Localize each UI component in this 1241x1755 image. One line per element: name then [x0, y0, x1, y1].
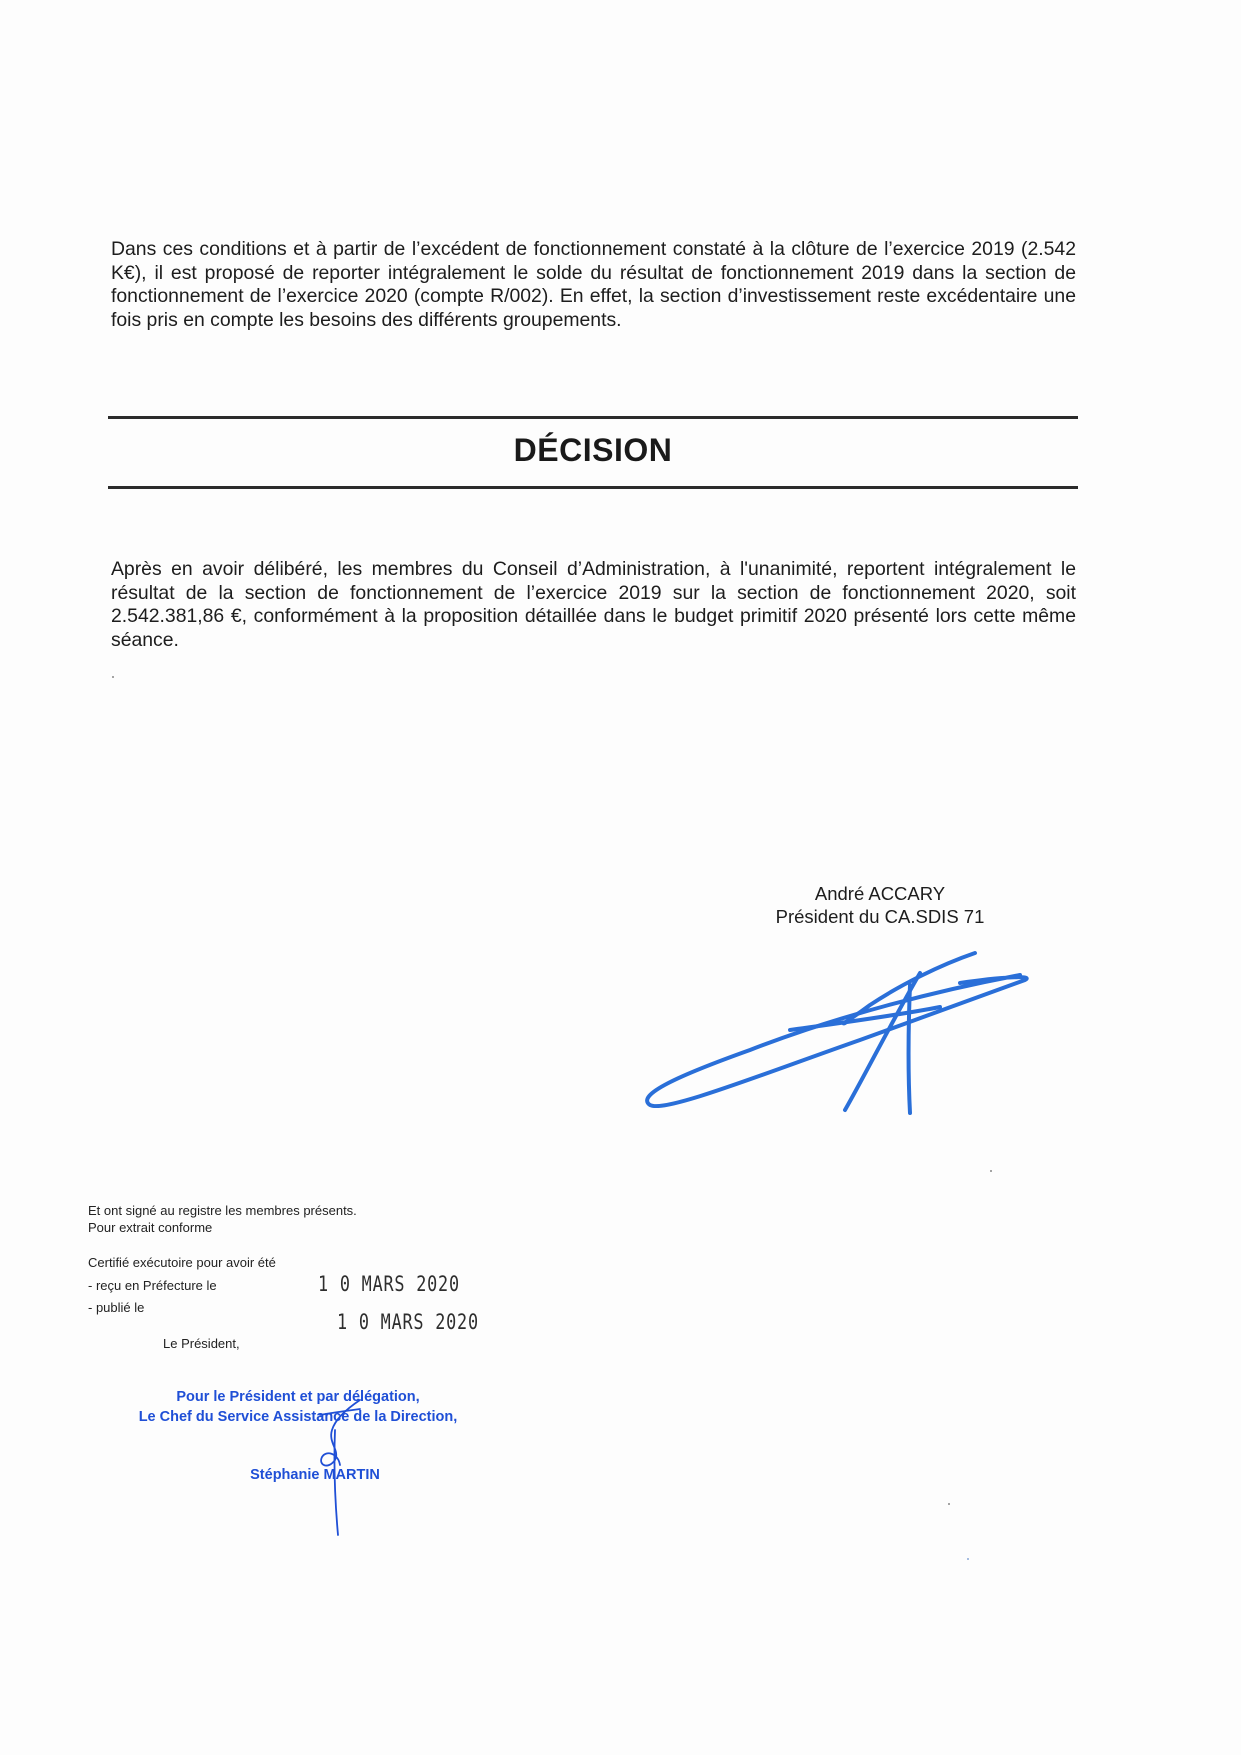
signatory-title: Président du CA.SDIS 71	[775, 906, 985, 927]
scan-speck	[967, 1558, 969, 1560]
president-signature	[640, 945, 1040, 1125]
scan-speck	[948, 1503, 950, 1505]
certification-line-1: Et ont signé au registre les membres présents.	[88, 1203, 357, 1218]
received-label: - reçu en Préfecture le	[88, 1278, 217, 1293]
certification-line-3: Certifié exécutoire pour avoir été	[88, 1255, 276, 1270]
delegation-line-2: Le Chef du Service Assistance de la Direction,	[138, 1409, 458, 1425]
heading-top-rule	[108, 416, 1078, 419]
published-label: - publié le	[88, 1300, 145, 1315]
decision-paragraph: Après en avoir délibéré, les membres du Conseil d’Administration, à l'unanimité, reportent intégralement le résultat de la section de fonctionnement de l’exercice 2019 sur la section de fonctionnement 2020, soit 2.542.381,86 €, conformément à la proposition détaillée dans le budget primitif 2020 présenté lors cette même séance.	[111, 558, 1076, 651]
certification-line-2: Pour extrait conforme	[88, 1220, 213, 1235]
decision-heading: DÉCISION	[513, 432, 673, 468]
president-label: Le Président,	[163, 1336, 240, 1351]
scan-speck	[112, 676, 114, 678]
heading-bottom-rule	[108, 486, 1078, 489]
intro-paragraph: Dans ces conditions et à partir de l’excédent de fonctionnement constaté à la clôture de l’exercice 2019 (2.542 K€), il est proposé de reporter intégralement le solde du résultat de fonctionnement 2019 dans la section de fonctionnement de l’exercice 2020 (compte R/002). En effet, la section d’investissement reste excédentaire une fois pris en compte les besoins des différents groupements.	[111, 238, 1076, 331]
delegate-name: Stéphanie MARTIN	[250, 1467, 380, 1483]
published-date-stamp: 1 0 MARS 2020	[337, 1310, 479, 1334]
received-date-stamp: 1 0 MARS 2020	[318, 1272, 460, 1296]
delegate-signature	[300, 1395, 370, 1540]
signatory-name: André ACCARY	[814, 883, 946, 904]
scan-speck	[990, 1170, 992, 1172]
delegation-line-1: Pour le Président et par délégation,	[176, 1389, 420, 1405]
